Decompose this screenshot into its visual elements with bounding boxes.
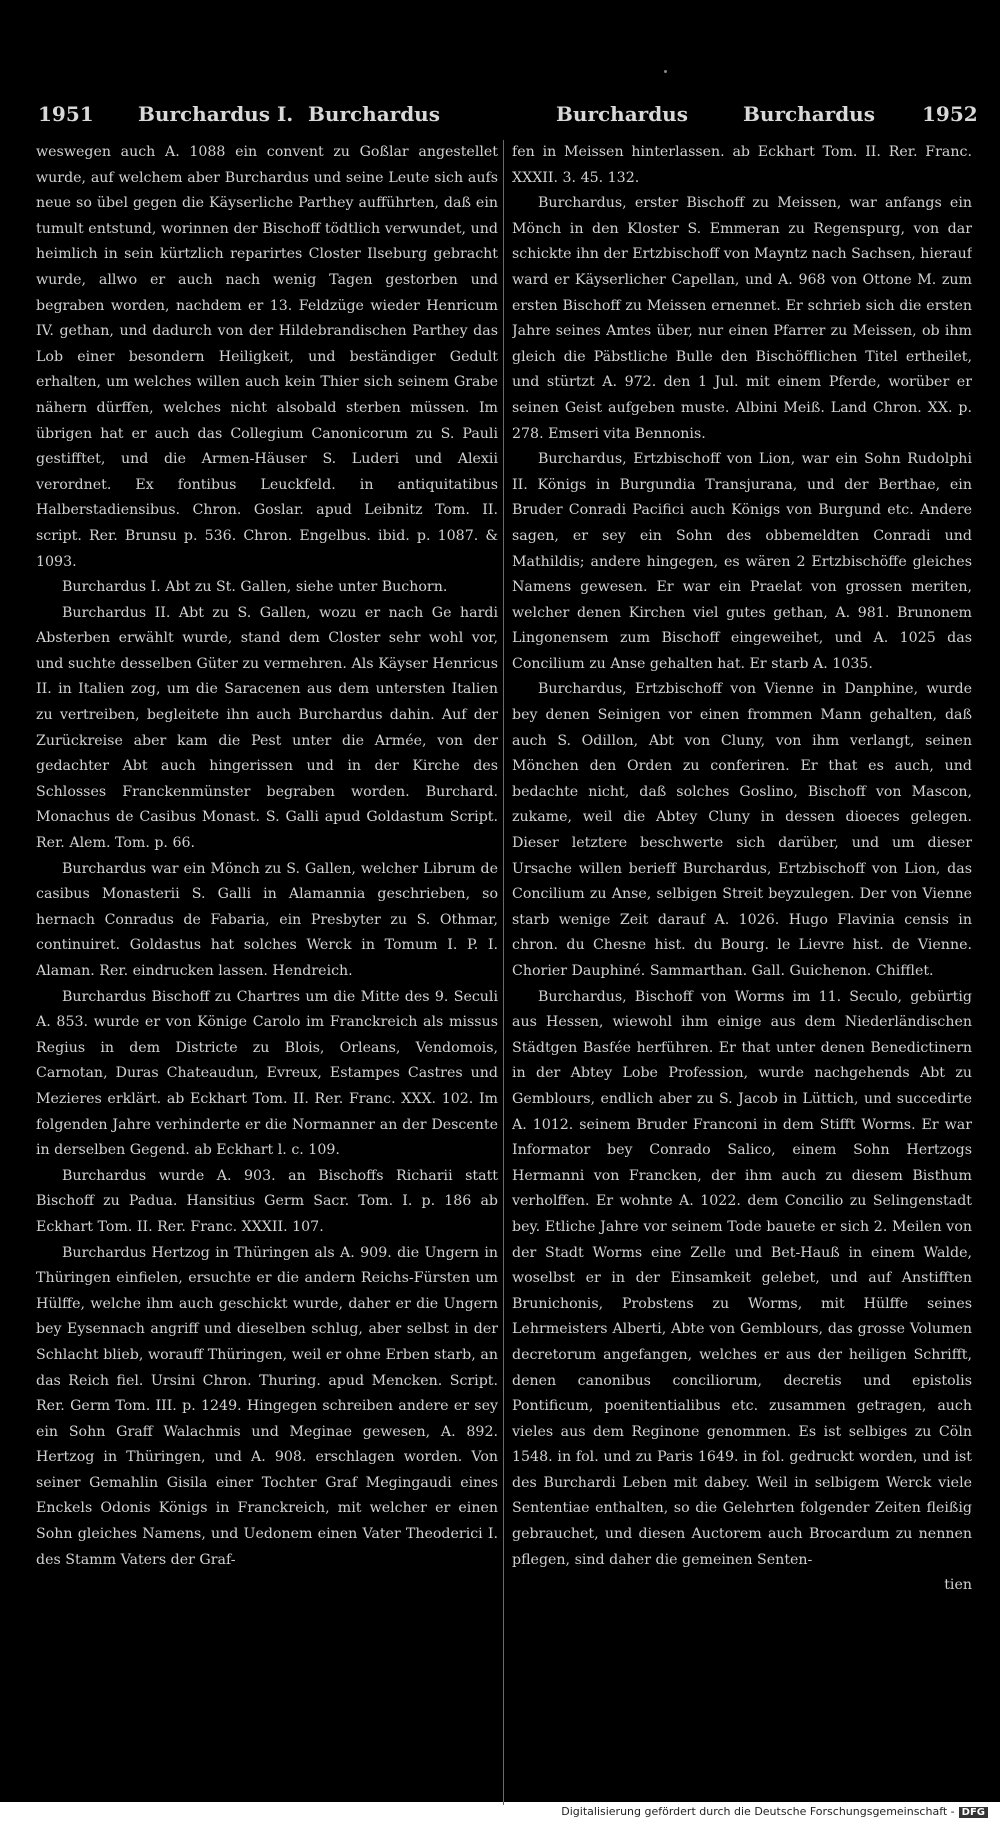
- entry-paragraph: weswegen auch A. 1088 ein convent zu Goßlar angestellet wurde, auf welchem aber Burchardus und seine Leute sich aufs neue so übel gegen die Käyserliche Parthey aufführten, daß ein tumult entstund, worinnen der Bischoff tödtlich verwundet, und heimlich in sein kürtzlich reparirtes Closter Ilseburg gebracht wurde, allwo er auch nach wenig Tagen gestorben und begraben worden, nachdem er 13. Feldzüge wieder Henricum IV. gethan, und dadurch von der Hildebrandischen Parthey das Lob einer besondern Heiligkeit, und beständiger Gedult erhalten, um welches willen auch kein Thier sich seinem Grabe nähern dürffen, welches nicht alsobald sterben müssen. Im übrigen hat er auch das Collegium Canonicorum zu S. Pauli gestifftet, und die Armen-Häuser S. Luderi und Alexii verordnet. Ex fontibus Leuckfeld. in antiquitatibus Halberstadiensibus. Chron. Goslar. apud Leibnitz Tom. II. script. Rer. Brunsu p. 536. Chron. Engelbus. ibid. p. 1087. & 1093.: [36, 144, 498, 570]
- entry-paragraph: Burchardus, Bischoff von Worms im 11. Seculo, gebürtig aus Hessen, wiewohl ihm einige aus dem Niederländischen Städtgen Basfée herführen. Er that unter denen Benedictinern in der Abtey Lobe Profession, wurde nachgehends Abt zu Gemblours, endlich aber zu S. Jacob in Lüttich, und succedirte A. 1012. seinem Bruder Franconi in dem Stifft Worms. Er war Informator bey Conrado Salico, einem Sohn Hertzogs Hermanni von Francken, der ihm auch zu diesem Bisthum verholffen. Er wohnte A. 1022. dem Concilio zu Selingenstadt bey. Etliche Jahre vor seinem Tode bauete er sich 2. Meilen von der Stadt Worms eine Zelle und Bet-Hauß in einem Walde, woselbst er in der Einsamkeit gelebet, und auf Anstifften Brunichonis, Probstens zu Worms, mit Hülffe seines Lehrmeisters Alberti, Abte von Gemblours, das grosse Volumen decretorum angefangen, welches er aus der heiligen Schrifft, denen canonibus conciliorum, decretis und epistolis Pontificum, poenitentialibus etc. zusammen getragen, auch vieles aus dem Reginone genommen. Es ist selbiges zu Cöln 1548. in fol. und zu Paris 1649. in fol. gedruckt worden, und ist des Burchardi Leben mit dabey. Weil in selbigem Werck viele Sententiae enthalten, so die Gelehrten folgender Zeiten fleißig gebrauchet, und diesen Auctorem auch Brocardum zu nennen pflegen, sind daher die gemeinen Senten-: [512, 988, 972, 1568]
- left-column: [36, 140, 498, 1573]
- running-head-left-2: Burchardus: [308, 102, 440, 126]
- running-head-right-1: Burchardus: [556, 102, 688, 126]
- speck-mark: [664, 70, 667, 73]
- page-header: [0, 102, 1000, 130]
- running-head-left-1: Burchardus I.: [138, 102, 294, 126]
- entry-paragraph: Burchardus Hertzog in Thüringen als A. 909. die Ungern in Thüringen einfielen, ersuchte er die andern Reichs-Fürsten um Hülffe, welche ihm auch geschickt wurde, daher er die Ungern bey Eysennach angriff und dieselben schlug, aber selbst in der Schlacht blieb, worauff Thüringen, weil er ohne Erben starb, an das Reich fiel. Ursini Chron. Thuring. apud Mencken. Script. Rer. Germ Tom. III. p. 1249. Hingegen schreiben andere er sey ein Sohn Graff Walachmis und Meginae gewesen, A. 892. Hertzog in Thüringen, und A. 908. erschlagen worden. Von seiner Gemahlin Gisila einer Tochter Graf Megingaudi eines Enckels Odonis Königs in Franckreich, mit welcher er einen Sohn gleiches Namens, und Uedonem einen Vater Theoderici I. des Stamm Vaters der Graf-: [36, 1244, 498, 1568]
- credit-text: Digitalisierung gefördert durch die Deutsche Forschungsgemeinschaft -: [561, 1805, 955, 1818]
- right-column: [512, 140, 972, 1599]
- entry-paragraph: Burchardus, Ertzbischoff von Lion, war ein Sohn Rudolphi II. Königs in Burgundia Transjurana, und der Berthae, ein Bruder Conradi Pacifici auch Königs von Burgund etc. Andere sagen, er sey ein Sohn des obbemeldten Conradi und Mathildis; andere hingegen, es wären 2 Ertzbischöffe gleiches Namens gewesen. Er war ein Praelat von grossen meriten, welcher denen Kirchen viel gutes gethan, A. 981. Brunonem Lingonensem zum Bischoff eingeweihet, und A. 1025 das Concilium zu Anse gehalten hat. Er starb A. 1035.: [512, 451, 972, 672]
- catchword: tien: [944, 1577, 972, 1594]
- page-number-right: 1952: [922, 102, 978, 126]
- dfg-logo: DFG: [959, 1807, 988, 1818]
- running-head-right-2: Burchardus: [743, 102, 875, 126]
- entry-paragraph: Burchardus Bischoff zu Chartres um die Mitte des 9. Seculi A. 853. wurde er von Könige Carolo im Franckreich als missus Regius in dem Districte zu Blois, Orleans, Vendomois, Carnotan, Duras Chateaudun, Evreux, Estampes Castres und Mezieres erklärt. ab Eckhart Tom. II. Rer. Franc. XXX. 102. Im folgenden Jahre verhinderte er die Normanner an der Descente in derselben Gegend. ab Eckhart l. c. 109.: [36, 988, 498, 1159]
- entry-paragraph: Burchardus, erster Bischoff zu Meissen, war anfangs ein Mönch in den Kloster S. Emmeran zu Regenspurg, von dar schickte ihn der Ertzbischoff von Mayntz nach Sachsen, hierauf ward er Käyserlicher Capellan, und A. 968 von Ottone M. zum ersten Bischoff zu Meissen ernennet. Er schrieb sich die ersten Jahre seines Amtes über, nur einen Pfarrer zu Meissen, ob ihm gleich die Päbstliche Bulle den Bischöfflichen Titel ertheilet, und stürtzt A. 972. den 1 Jul. mit einem Pferde, worüber er seinen Geist aufgeben muste. Albini Meiß. Land Chron. XX. p. 278. Emseri vita Bennonis.: [512, 195, 972, 442]
- digitization-credit: [561, 1805, 988, 1818]
- page-number-left: 1951: [38, 102, 94, 126]
- entry-paragraph: Burchardus war ein Mönch zu S. Gallen, welcher Librum de casibus Monasterii S. Galli in Alamannia geschrieben, so hernach Conradus de Fabaria, ein Presbyter zu S. Othmar, continuiret. Goldastus hat solches Werck in Tomum I. P. I. Alaman. Rer. eindrucken lassen. Hendreich.: [36, 860, 498, 979]
- entry-paragraph: fen in Meissen hinterlassen. ab Eckhart Tom. II. Rer. Franc. XXXII. 3. 45. 132.: [512, 144, 972, 186]
- column-divider: [503, 140, 504, 1805]
- entry-paragraph: Burchardus I. Abt zu St. Gallen, siehe unter Buchorn.: [62, 579, 448, 596]
- entry-paragraph: Burchardus II. Abt zu S. Gallen, wozu er nach Ge hardi Absterben erwählt wurde, stand dem Closter sehr wohl vor, und suchte desselben Güter zu vermehren. Als Käyser Henricus II. in Italien zog, um die Saracenen aus dem untersten Italien zu vertreiben, begleitete ihn auch Burchardus dahin. Auf der Zurückreise aber kam die Pest unter die Armée, von der gedachter Abt auch hingerissen und in der Kirche des Schlosses Franckenmünster begraben worden. Burchard. Monachus de Casibus Monast. S. Galli apud Goldastum Script. Rer. Alem. Tom. p. 66.: [36, 604, 498, 852]
- entry-paragraph: Burchardus wurde A. 903. an Bischoffs Richarii statt Bischoff zu Padua. Hansitius Germ Sacr. Tom. I. p. 186 ab Eckhart Tom. II. Rer. Franc. XXXII. 107.: [36, 1167, 498, 1235]
- entry-paragraph: Burchardus, Ertzbischoff von Vienne in Danphine, wurde bey denen Seinigen vor einen frommen Mann gehalten, daß auch S. Odillon, Abt von Cluny, von ihm verlangt, seinen Mönchen den Orden zu conferiren. Er that es auch, und bedachte nicht, daß solches Goslino, Bischoff von Mascon, zukame, weil die Abtey Cluny in dessen dioeces gelegen. Dieser letztere beschwerte sich darüber, und um dieser Ursache willen berieff Burchardus, Ertzbischoff von Lion, das Concilium zu Anse, selbigen Streit beyzulegen. Der von Vienne starb wenige Zeit darauf A. 1026. Hugo Flavinia censis in chron. du Chesne hist. du Bourg. le Lievre hist. de Vienne. Chorier Dauphiné. Sammarthan. Gall. Guichenon. Chifflet.: [512, 681, 972, 979]
